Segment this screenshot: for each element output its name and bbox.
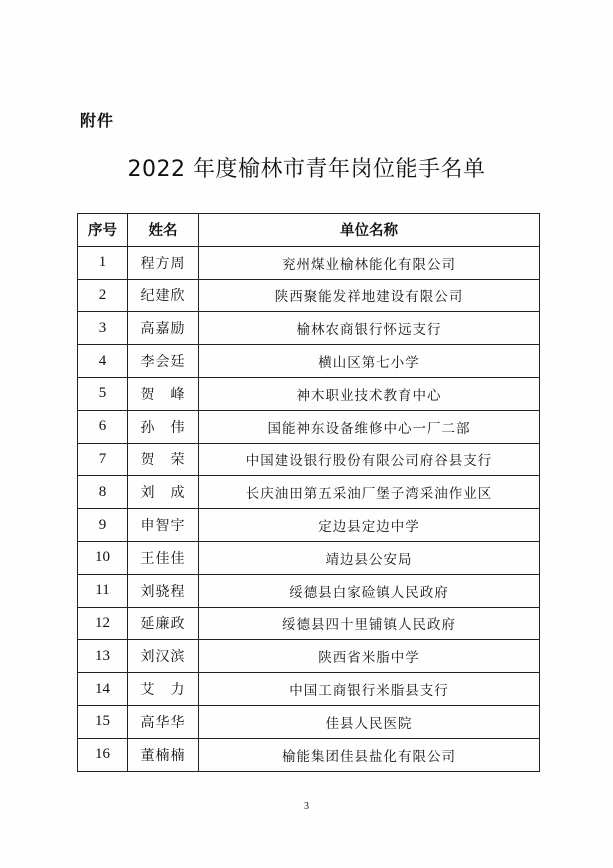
row-unit-name: 榆能集团佳县盐化有限公司 xyxy=(199,738,540,771)
row-person-name: 王佳佳 xyxy=(128,541,199,574)
row-unit-name: 中国建设银行股份有限公司府谷县支行 xyxy=(199,443,540,476)
table-row xyxy=(78,377,540,410)
row-serial-number: 6 xyxy=(78,410,128,443)
row-serial-number: 14 xyxy=(78,673,128,706)
row-unit-name: 陕西聚能发祥地建设有限公司 xyxy=(199,279,540,312)
row-serial-number: 8 xyxy=(78,476,128,509)
row-unit-name: 佳县人民医院 xyxy=(199,705,540,738)
table-row xyxy=(78,509,540,542)
row-person-name: 贺 荣 xyxy=(128,443,199,476)
row-serial-number: 1 xyxy=(78,246,128,279)
row-serial-number: 13 xyxy=(78,640,128,673)
roster-table xyxy=(77,213,540,772)
row-serial-number: 5 xyxy=(78,377,128,410)
table-row xyxy=(78,607,540,640)
row-person-name: 程方周 xyxy=(128,246,199,279)
row-person-name: 高华华 xyxy=(128,705,199,738)
row-unit-name: 陕西省米脂中学 xyxy=(199,640,540,673)
attachment-label: 附件 xyxy=(80,111,115,130)
header-unit-name: 单位名称 xyxy=(199,214,540,247)
row-unit-name: 神木职业技术教育中心 xyxy=(199,377,540,410)
row-person-name: 贺 峰 xyxy=(128,377,199,410)
row-person-name: 李会廷 xyxy=(128,345,199,378)
header-name: 姓名 xyxy=(128,214,199,247)
row-unit-name: 兖州煤业榆林能化有限公司 xyxy=(199,246,540,279)
table-body xyxy=(78,246,540,771)
table-row xyxy=(78,476,540,509)
row-unit-name: 绥德县四十里铺镇人民政府 xyxy=(199,607,540,640)
table-row xyxy=(78,312,540,345)
row-unit-name: 绥德县白家硷镇人民政府 xyxy=(199,574,540,607)
table-row xyxy=(78,246,540,279)
table-row xyxy=(78,410,540,443)
table-row xyxy=(78,574,540,607)
row-unit-name: 榆林农商银行怀远支行 xyxy=(199,312,540,345)
table-row xyxy=(78,738,540,771)
header-serial-number: 序号 xyxy=(78,214,128,247)
row-serial-number: 3 xyxy=(78,312,128,345)
row-serial-number: 7 xyxy=(78,443,128,476)
row-unit-name: 靖边县公安局 xyxy=(199,541,540,574)
row-serial-number: 2 xyxy=(78,279,128,312)
row-unit-name: 长庆油田第五采油厂堡子湾采油作业区 xyxy=(199,476,540,509)
row-unit-name: 横山区第七小学 xyxy=(199,345,540,378)
row-person-name: 刘骁程 xyxy=(128,574,199,607)
table-row xyxy=(78,443,540,476)
table-row xyxy=(78,279,540,312)
table-row xyxy=(78,541,540,574)
row-person-name: 董楠楠 xyxy=(128,738,199,771)
page-number: 3 xyxy=(304,801,309,812)
table-row xyxy=(78,673,540,706)
row-person-name: 纪建欣 xyxy=(128,279,199,312)
page-title: 2022 年度榆林市青年岗位能手名单 xyxy=(127,157,486,182)
row-serial-number: 10 xyxy=(78,541,128,574)
row-unit-name: 国能神东设备维修中心一厂二部 xyxy=(199,410,540,443)
row-serial-number: 15 xyxy=(78,705,128,738)
row-unit-name: 定边县定边中学 xyxy=(199,509,540,542)
row-person-name: 孙 伟 xyxy=(128,410,199,443)
row-person-name: 申智宇 xyxy=(128,509,199,542)
row-person-name: 高嘉励 xyxy=(128,312,199,345)
row-serial-number: 9 xyxy=(78,509,128,542)
row-unit-name: 中国工商银行米脂县支行 xyxy=(199,673,540,706)
table-row xyxy=(78,640,540,673)
row-serial-number: 4 xyxy=(78,345,128,378)
row-person-name: 刘汉滨 xyxy=(128,640,199,673)
row-person-name: 艾 力 xyxy=(128,673,199,706)
row-serial-number: 16 xyxy=(78,738,128,771)
table-row xyxy=(78,345,540,378)
table-header-row xyxy=(78,214,540,247)
row-person-name: 刘 成 xyxy=(128,476,199,509)
row-person-name: 延廉政 xyxy=(128,607,199,640)
row-serial-number: 12 xyxy=(78,607,128,640)
table-row xyxy=(78,705,540,738)
row-serial-number: 11 xyxy=(78,574,128,607)
